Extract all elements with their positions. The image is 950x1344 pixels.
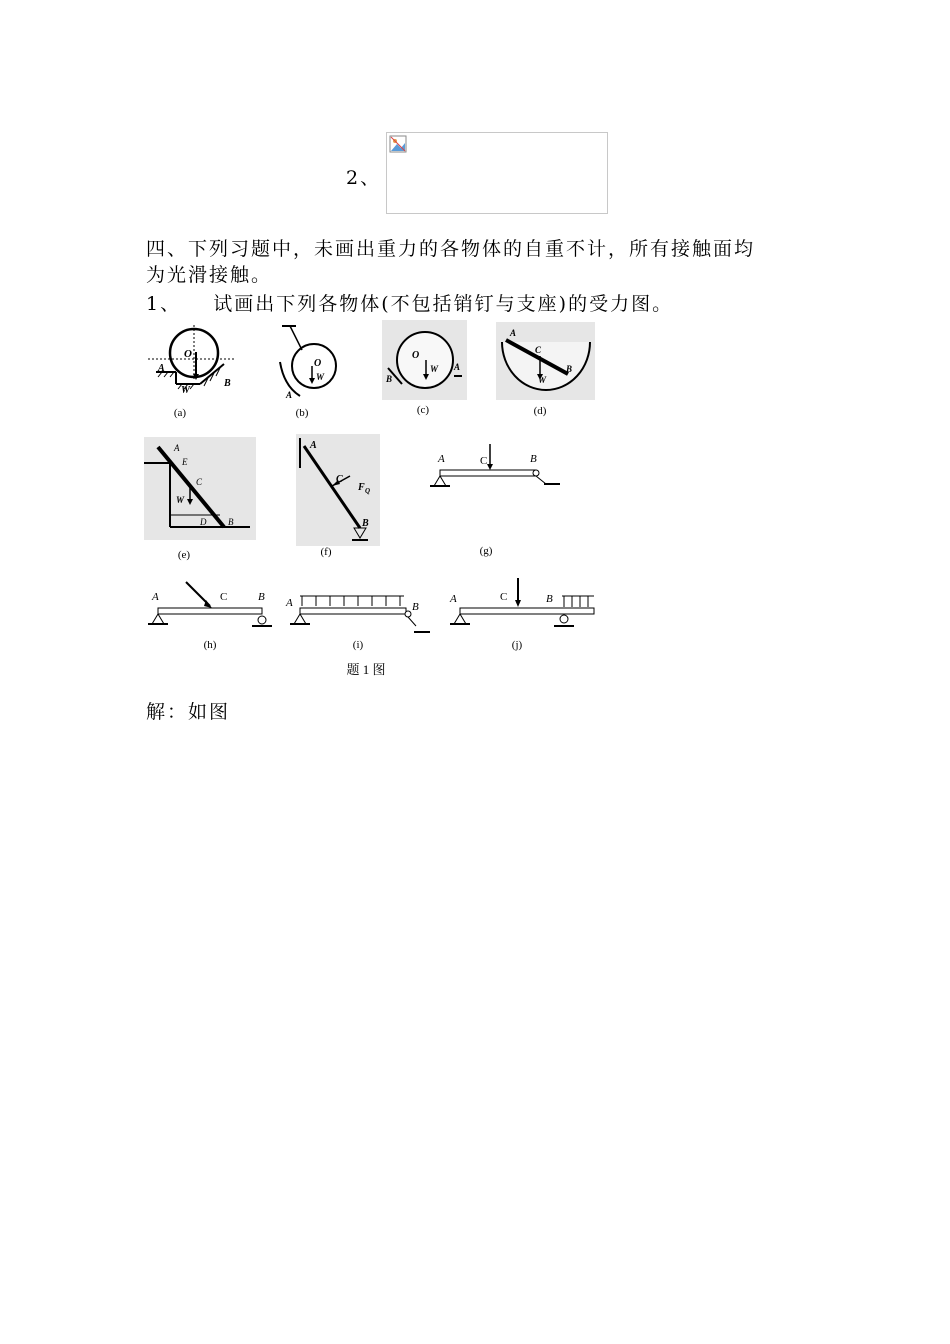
figure-a-label-b: B: [224, 378, 231, 389]
figure-f-diagram: [296, 434, 380, 546]
figure-d-caption: (d): [533, 405, 547, 417]
section-4-heading-line1: 四、下列习题中，未画出重力的各物体的自重不计，所有接触面均: [146, 238, 756, 260]
figure-j-label-c: C: [500, 591, 508, 603]
figure-j-diagram: [446, 576, 596, 634]
figure-a-label-o: O: [184, 348, 192, 360]
section-4-heading-line2: 为光滑接触。: [146, 264, 273, 286]
figure-c-label-o: O: [412, 350, 420, 361]
figure-b-caption: (b): [295, 407, 309, 419]
figure-f-label-q: Q: [365, 487, 371, 495]
figure-b-label-w: W: [316, 372, 325, 382]
figure-e-label-a: A: [174, 443, 180, 453]
figure-i-label-b: B: [412, 601, 419, 613]
figure-a-label-a: A: [158, 363, 165, 374]
figure-g-caption: (g): [479, 545, 493, 557]
figure-c-diagram: [382, 320, 467, 400]
figure-h-caption: (h): [203, 639, 217, 651]
figure-i-label-a: A: [286, 597, 293, 609]
figure-e-diagram: [144, 437, 256, 540]
figure-e-label-d: D: [200, 517, 207, 527]
figure-i-caption: (i): [352, 639, 364, 651]
figure-d-diagram: [496, 322, 595, 400]
figure-e-label-e: E: [182, 457, 188, 467]
figure-h-diagram: [146, 580, 282, 634]
figure-title: 题 1 图: [346, 662, 386, 677]
figure-h-label-b: B: [258, 591, 265, 603]
figure-e-label-w: W: [176, 495, 185, 505]
figure-a-diagram: [148, 322, 236, 406]
figure-h-label-c: C: [220, 591, 228, 603]
figure-e-label-c: C: [196, 477, 203, 487]
figure-a-caption: (a): [173, 407, 187, 419]
problem-1-text: 1、 试画出下列各物体(不包括销钉与支座)的受力图。: [146, 293, 674, 315]
figure-b-label-o: O: [314, 358, 322, 369]
figure-f-label-a: A: [310, 440, 317, 451]
figure-c-label-a2: A: [454, 362, 461, 372]
figure-f-label-f: F: [358, 482, 365, 493]
figure-j-caption: (j): [511, 639, 523, 651]
figure-d-label-b: B: [566, 364, 573, 374]
figure-c-caption: (c): [416, 404, 430, 416]
figure-f-caption: (f): [320, 546, 332, 558]
figure-c-label-b: B: [386, 374, 393, 384]
figure-j-label-a: A: [450, 593, 457, 605]
figure-c-label-w: W: [430, 364, 439, 374]
item-2-label: 2、: [346, 167, 382, 189]
figure-h-label-a: A: [152, 591, 159, 603]
figure-g-label-b: B: [530, 453, 537, 465]
broken-image-placeholder: [386, 132, 608, 214]
figure-f-label-b: B: [362, 518, 369, 529]
solution-text: 解：如图: [146, 701, 231, 723]
figure-e-label-b: B: [228, 517, 234, 527]
broken-image-icon: [389, 135, 407, 153]
figure-i-diagram: [284, 590, 434, 636]
figure-a-label-w: W: [181, 385, 190, 396]
figure-d-label-c: C: [535, 345, 542, 355]
figure-b-diagram: [272, 322, 342, 402]
figure-g-label-a: A: [438, 453, 445, 465]
figure-g-diagram: [426, 440, 572, 496]
figure-g-label-c: C: [480, 455, 488, 467]
figure-d-label-a: A: [510, 328, 517, 338]
figure-b-label-a: A: [286, 390, 293, 400]
figure-e-caption: (e): [177, 549, 191, 561]
figure-f-label-c: C: [336, 474, 343, 485]
figure-d-label-w: W: [538, 375, 547, 385]
figure-j-label-b: B: [546, 593, 553, 605]
